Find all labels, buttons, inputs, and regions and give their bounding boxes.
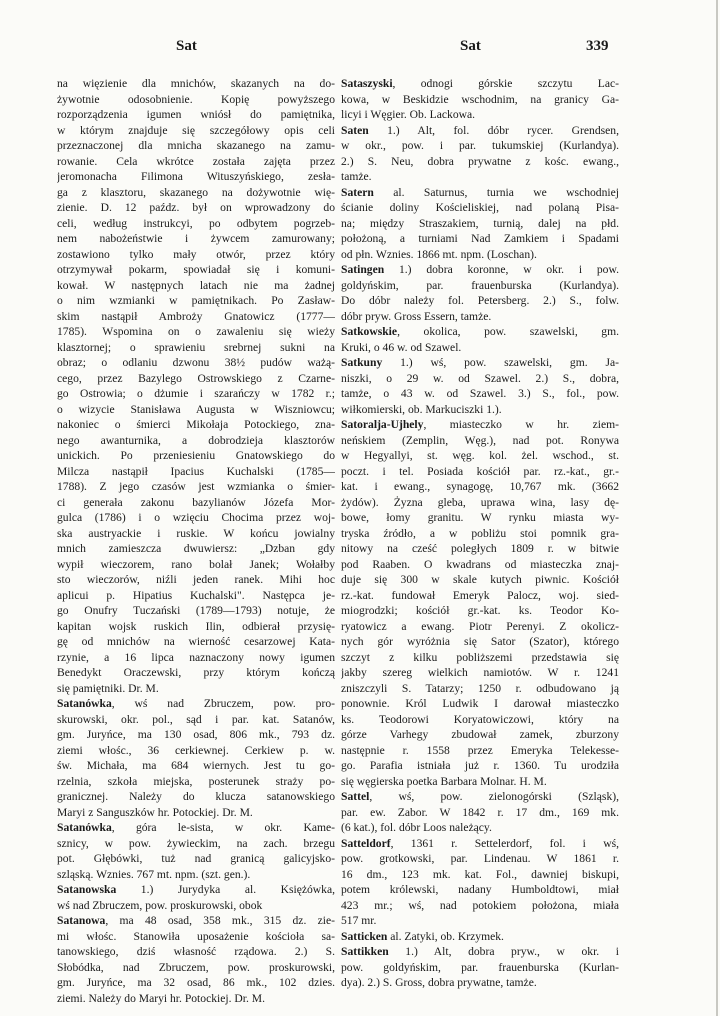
text-line: Słobódka, nad Zbruczem, pow. proskurowski, [57, 960, 335, 974]
text-line: rzynie, a 16 lipca naznaczony nowy igumen [57, 650, 335, 664]
text-line: ryatowicz a ewang. Piotr Perenyi. Z okolicz- [341, 619, 619, 633]
text-line: 16 dm., 123 mk. kat. Fol., dawniej biskupi, [341, 867, 619, 881]
text-line: ci generała zakonu bazylianów Józefa Mor- [57, 495, 335, 509]
text-line: Satteldorf, 1361 r. Settelerdorf, fol. i wś, [341, 836, 619, 850]
text-line: ks. Teodorowi Koryatowiczowi, który na [341, 712, 619, 726]
text-line: celi, według instrukcyi, po odbytem pogrzeb- [57, 216, 335, 230]
text-line: nego awanturnika, a dobrodzieja klasztorów [57, 433, 335, 447]
text-line: niszki, o 29 w. od Szawel. 2.) S., dobra, [341, 371, 619, 385]
text-line: otrzymywał pokarm, spowiadał się i komuni- [57, 263, 335, 276]
entry-headword: Saten [341, 123, 369, 137]
text-line: Satern al. Saturnus, turnia we wschodniej [341, 185, 619, 199]
text-line: w Hegyallyi, st. węg. kol. żel. wschod., st. [341, 449, 619, 462]
text-line: od płn. Wznies. 1866 mt. npm. (Loschan). [341, 247, 537, 261]
text-line: go Onufry Tuczański (1789—1793) notuje, że [57, 604, 335, 617]
text-line: go Ostrowia; o dżumie i szarańczy w 1782 r.; [57, 387, 335, 400]
text-line: tamże, o 43 w. od Szawel. 3.) S., fol., pow. [341, 387, 619, 400]
text-line: Satanowa, ma 48 osad, 358 mk., 315 dz. zie- [57, 914, 335, 927]
text-line: bowe, łomy granitu. W rynku miasta wy- [341, 511, 619, 524]
text-line: gm. Juryńce, ma 130 osad, 806 mk., 793 dz. [57, 728, 335, 741]
text-line: wś nad Zbruczem, pow. proskurowski, obok [57, 898, 263, 912]
text-line: potem królewski, nadany Humboldtowi, miał [341, 883, 619, 896]
text-line: położoną, a turniami Nad Zamkiem i Spadami [341, 232, 619, 245]
text-line: górze Varhegy zbudował zamek, zburzony [341, 728, 619, 741]
text-line: się pamiętniki. Dr. M. [57, 681, 159, 695]
text-line: Sattel, wś, pow. zielonogórski (Szląsk), [341, 790, 619, 803]
text-line: Sattikken 1.) Alt, dobra pryw., w okr. i [341, 945, 619, 958]
text-line: duje się 300 w skale kutych piwnic. Kościół [341, 573, 619, 586]
text-line: pot. Głębówki, tuż nad granicą galicyjsko- [57, 852, 335, 865]
text-line: skim nastąpił Ambroży Gnatowicz (1777— [57, 309, 335, 323]
text-line: gm. Juryńce, ma 32 osad, 86 mk., 102 dzies. [57, 976, 335, 989]
text-line: zniszczyli S. Tatarzy; 1250 r. odbudowano ją [341, 681, 619, 695]
text-line: dya). 2.) S. Gross, dobra prywatne, tamże. [341, 976, 537, 989]
text-line: na więzienie dla mnichów, skazanych na do- [57, 77, 335, 90]
text-line: nem nabożeństwie i żywcem zamurowany; [57, 232, 335, 245]
text-line: kowa, w Beskidzie wschodnim, na granicy Ga- [341, 92, 619, 106]
text-line: św. Michała, ma 684 wiernych. Jest tu go- [57, 759, 335, 772]
text-line: o wizycie Stanisława Augusta w Wiszniowcu; [57, 402, 335, 416]
text-line: sto wieczorów, niźli jeden ranek. Mihi hoc [57, 573, 335, 586]
text-line: ziemi włośc., 36 cerkiewnej. Cerkiew p. w. [57, 743, 335, 757]
text-line: Satticken al. Zatyki, ob. Krzymek. [341, 929, 504, 943]
text-line: wypił wieczorem, rano bolał Janek; Wołałby [57, 557, 335, 571]
entry-headword: Satoralja-Ujhely [341, 418, 424, 431]
text-line: pow. goldyńskim, par. frauenburska (Kurlan- [341, 960, 619, 974]
text-line: szląską. Wznies. 767 mt. npm. (szt. gen.). [57, 867, 251, 881]
text-line: klasztornej; o sprawieniu srebrnej sukni na [57, 340, 335, 354]
text-line: Milcza nastąpił Ipacius Kuchalski (1785— [57, 464, 335, 478]
text-line: go. Parafia istniała już r. 1360. Tu urodziła [341, 759, 619, 772]
text-line: jeromonacha Filimona Wituszyńskiego, zesła- [57, 170, 335, 183]
entry-headword: Satkuny [341, 356, 383, 369]
text-line: goldyńskim, par. frauenburska (Kurlandya). [341, 278, 619, 292]
text-line: pow. grotkowski, par. Lindenau. W 1861 r. [341, 852, 619, 865]
text-line: tanowskiego, dziś własność rządowa. 2.) S. [57, 945, 335, 958]
text-line: kat. i ewang., synagogę, 10,767 mk. (3662 [341, 480, 619, 493]
text-line: tamże. [341, 170, 372, 183]
right-column [341, 76, 619, 991]
text-line: szczyt z kilku pobliższemi przedstawia się [341, 650, 619, 664]
text-line: Sataszyski, odnogi górskie szczytu Lac- [341, 77, 619, 90]
text-line: na; między Straszakiem, turnią, dalej na płd. [341, 216, 619, 230]
entry-headword: Satanówka [57, 697, 112, 710]
text-line: miogrodzki; kościół gr.-kat. ks. Teodor Ko- [341, 604, 619, 617]
text-line: kapitan wojsk ruskich Ilin, odbierał przysię- [57, 619, 335, 633]
text-line: pod Raaben. O kwadrans od miasteczka znaj- [341, 557, 619, 571]
text-line: poczt. i tel. Posiada kościół par. rz.-kat., gr.- [341, 464, 619, 478]
text-line: Satkuny 1.) wś, pow. szawelski, gm. Ja- [341, 356, 619, 369]
text-line: rozporządzenia igumen wniósł do pamiętnika, [57, 108, 335, 121]
text-line: żydów). Żyzna gleba, uprawa wina, lasy dę- [341, 495, 619, 509]
left-column [57, 76, 335, 1006]
text-line: 517 mr. [341, 914, 377, 927]
page-number: 339 [586, 38, 609, 54]
text-line: ścianie doliny Kościeliskiej, nad polaną Pisa- [341, 201, 619, 214]
text-line: ga z klasztoru, skazanego na dożywotnie wię- [57, 185, 335, 199]
text-line: gulca (1786) i o wzięciu Chocima przez woj- [57, 511, 335, 524]
text-line: dóbr pryw. Gross Essern, tamże. [341, 309, 492, 323]
text-line: cego, przez Bazylego Ostrowskiego z Czarne- [57, 371, 335, 385]
text-line: nych gór wyróżnia się Sator (Szator), którego [341, 635, 619, 648]
text-line: zostawiono tylko mały otwór, przez który [57, 247, 335, 261]
text-line: jakby szereg wielkich namiotów. W r. 1241 [341, 666, 619, 679]
entry-headword: Satanowa [57, 914, 106, 927]
text-line: się węgierska poetka Barbara Molnar. H. M. [341, 774, 547, 788]
text-line: 1788). Z jego czasów jest wzmianka o śmier- [57, 480, 335, 493]
entry-headword: Satanowska [57, 883, 117, 896]
header-right-word: Sat [460, 38, 481, 54]
text-line: unickich. Po przeniesieniu Gnatowskiego do [57, 449, 335, 462]
text-line: mi włośc. Stanowiła uposażenie kościoła sa- [57, 929, 335, 943]
text-line: (6 kat.), fol. dóbr Loos należący. [341, 821, 492, 834]
text-line: Satoralja-Ujhely, miasteczko w hr. ziem- [341, 418, 619, 431]
entry-headword: Sataszyski [341, 77, 393, 90]
text-line: Saten 1.) Alt, fol. dóbr rycer. Grendsen, [341, 123, 619, 137]
text-line: neńskiem (Zemplin, Węg.), nad pot. Ronywa [341, 433, 619, 447]
text-line: 2.) S. Neu, dobra prywatne z kośc. ewang., [341, 154, 619, 168]
text-line: gę od mnichów na wierność cesarzowej Kata- [57, 635, 335, 648]
text-line: Satingen 1.) dobra koronne, w okr. i pow. [341, 263, 619, 276]
text-line: nakoniec o śmierci Mikołaja Potockiego, zna- [57, 418, 335, 431]
text-line: zienie. D. 12 paźdz. był on wprowadzony do [57, 201, 335, 214]
header-left-word: Sat [176, 38, 197, 54]
text-line: 423 mr.; wś, nad potokiem położona, miała [341, 898, 619, 912]
text-line: przeznaczonej dla mnicha skazanego na zamu- [57, 139, 335, 152]
text-line: ziemi. Należy do Maryi hr. Potockiej. Dr. M. [57, 991, 266, 1005]
entry-headword: Satanówka [57, 821, 112, 834]
text-line: Satanówka, wś nad Zbruczem, pow. pro- [57, 697, 335, 710]
text-line: w którym znajduje się szczegółowy opis celi [57, 123, 335, 137]
text-line: żywotnie odosobnienie. Kopię powyższego [57, 92, 335, 106]
text-line: Satkowskie, okolica, pow. szawelski, gm. [341, 325, 619, 338]
text-line: w okr., pow. i par. tukumskiej (Kurlandya). [341, 139, 619, 152]
text-line: 1785). Wspomina on o zawaleniu się wieży [57, 325, 335, 338]
entry-headword: Satticken [341, 929, 388, 943]
text-line: mnich zamieszcza dwuwiersz: „Dzban gdy [57, 542, 335, 555]
text-line: nitowy na cześć poległych 1809 r. w bitwie [341, 542, 619, 555]
page-edge-shadow [716, 0, 718, 1016]
entry-headword: Satingen [341, 263, 385, 276]
entry-headword: Sattel [341, 790, 370, 803]
text-line: Satanowska 1.) Jurydyka al. Księżówka, [57, 883, 335, 896]
running-header [0, 38, 720, 62]
text-line: obraz; o odlaniu dzwonu 38½ pudów ważą- [57, 356, 335, 369]
text-line: Kruki, o 46 w. od Szawel. [341, 340, 462, 354]
text-line: par. ew. Zabor. W 1842 r. 17 dm., 169 mk. [341, 805, 619, 819]
entry-headword: Satkowskie [341, 325, 398, 338]
text-line: o nim wzmianki w pamiętnikach. Po Zasław- [57, 294, 335, 307]
text-line: ska austryackie i ruskie. W końcu jowialny [57, 526, 335, 540]
text-line: rowanie. Cela wkrótce została zajęta przez [57, 154, 335, 168]
entry-headword: Satteldorf [341, 836, 391, 850]
text-line: tryska źródło, a w pobliżu stoi pomnik gra- [341, 526, 619, 540]
text-line: rz.-kat. fundował Emeryk Palocz, woj. sied- [341, 588, 619, 602]
text-line: sznicy, w pow. żywieckim, na zach. brzegu [57, 836, 335, 850]
text-line: ponownie. Król Ludwik I darował miasteczko [341, 697, 619, 710]
text-line: granicznej. Należy do klucza satanowskiego [57, 790, 335, 803]
entry-headword: Satern [341, 185, 374, 199]
text-line: następnie r. 1558 przez Emeryka Telekesse- [341, 743, 619, 757]
text-line: kował. W następnych latach nie ma żadnej [57, 278, 335, 292]
text-line: wiłkomierski, ob. Markuciszki 1.). [341, 402, 502, 416]
entry-headword: Sattikken [341, 945, 389, 958]
text-line: rzelnia, szkoła miejska, posterunek straży po- [57, 774, 335, 788]
text-line: aplicui p. Hipatius Kuchalski". Następca je- [57, 588, 335, 602]
text-line: skurowski, okr. pol., sąd i par. kat. Satanów, [57, 712, 335, 726]
text-line: Maryi z Sanguszków hr. Potockiej. Dr. M. [57, 805, 253, 819]
text-line: licyi i Węgier. Ob. Lackowa. [341, 108, 476, 121]
text-line: Satanówka, góra le-sista, w okr. Kame- [57, 821, 335, 834]
text-line: Benedykt Oraczewski, przy którym kończą [57, 666, 335, 679]
text-line: Do dóbr należy fol. Petersberg. 2.) S., folw. [341, 294, 619, 307]
